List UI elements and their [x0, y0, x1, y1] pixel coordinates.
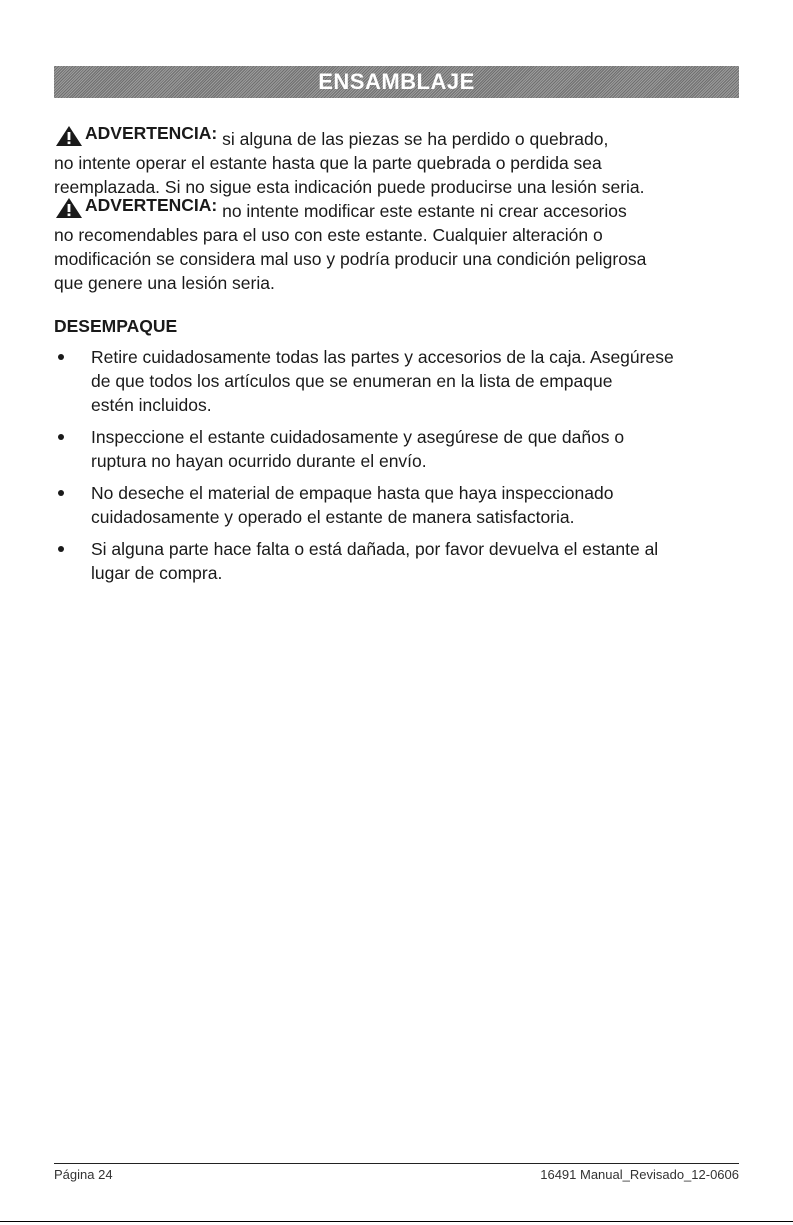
- page-number: Página 24: [54, 1167, 113, 1182]
- page-title: ENSAMBLAJE: [318, 69, 475, 94]
- bullet-icon: [58, 490, 64, 496]
- warning-triangle-icon: [56, 198, 82, 218]
- warning-heading-text: ADVERTENCIA:: [85, 123, 218, 143]
- warning-heading: [54, 121, 217, 145]
- page-edge-divider: [0, 1221, 793, 1222]
- section-heading: DESEMPAQUE: [54, 316, 178, 336]
- list-item: [54, 481, 754, 529]
- list-item-text: Si alguna parte hace falta o está dañada, por favor devuelva el estante al: [91, 539, 659, 559]
- list-item-text: estén incluidos.: [91, 395, 212, 415]
- section-banner: [54, 66, 739, 98]
- list-item-text: lugar de compra.: [91, 563, 223, 583]
- footer-divider: [54, 1163, 739, 1164]
- warning-first-line: [54, 193, 744, 223]
- list-item-text: No deseche el material de empaque hasta que haya inspeccionado: [91, 483, 614, 503]
- warning-heading-text: ADVERTENCIA:: [85, 195, 218, 215]
- list-item: [54, 345, 754, 417]
- warning-triangle-icon: [56, 126, 82, 146]
- warning-first-line: [54, 121, 744, 151]
- warning-block: [54, 193, 744, 295]
- warning-text: no recomendables para el uso con este estante. Cualquier alteración o: [54, 225, 603, 245]
- warning-text: si alguna de las piezas se ha perdido o quebrado,: [217, 129, 609, 149]
- warning-block: [54, 121, 744, 199]
- list-item-text: cuidadosamente y operado el estante de manera satisfactoria.: [91, 507, 575, 527]
- warning-text: que genere una lesión seria.: [54, 273, 275, 293]
- bullet-icon: [58, 546, 64, 552]
- list-item: [54, 537, 754, 585]
- list-item-text: Inspeccione el estante cuidadosamente y asegúrese de que daños o: [91, 427, 625, 447]
- list-item: [54, 425, 754, 473]
- warning-text: no intente modificar este estante ni crear accesorios: [217, 201, 627, 221]
- list-item-text: ruptura no hayan ocurrido durante el envío.: [91, 451, 427, 471]
- warning-heading: [54, 193, 217, 217]
- warning-text: no intente operar el estante hasta que la parte quebrada o perdida sea: [54, 153, 602, 173]
- list-item-text: de que todos los artículos que se enumeran en la lista de empaque: [91, 371, 613, 391]
- bullet-icon: [58, 434, 64, 440]
- document-id: 16491 Manual_Revisado_12-0606: [540, 1167, 739, 1182]
- bullet-list: [54, 345, 754, 593]
- list-item-text: Retire cuidadosamente todas las partes y accesorios de la caja. Asegúrese: [91, 347, 674, 367]
- bullet-icon: [58, 354, 64, 360]
- warning-text: reemplazada. Si no sigue esta indicación puede producirse una lesión seria.: [54, 177, 645, 197]
- warning-text: modificación se considera mal uso y podría producir una condición peligrosa: [54, 249, 647, 269]
